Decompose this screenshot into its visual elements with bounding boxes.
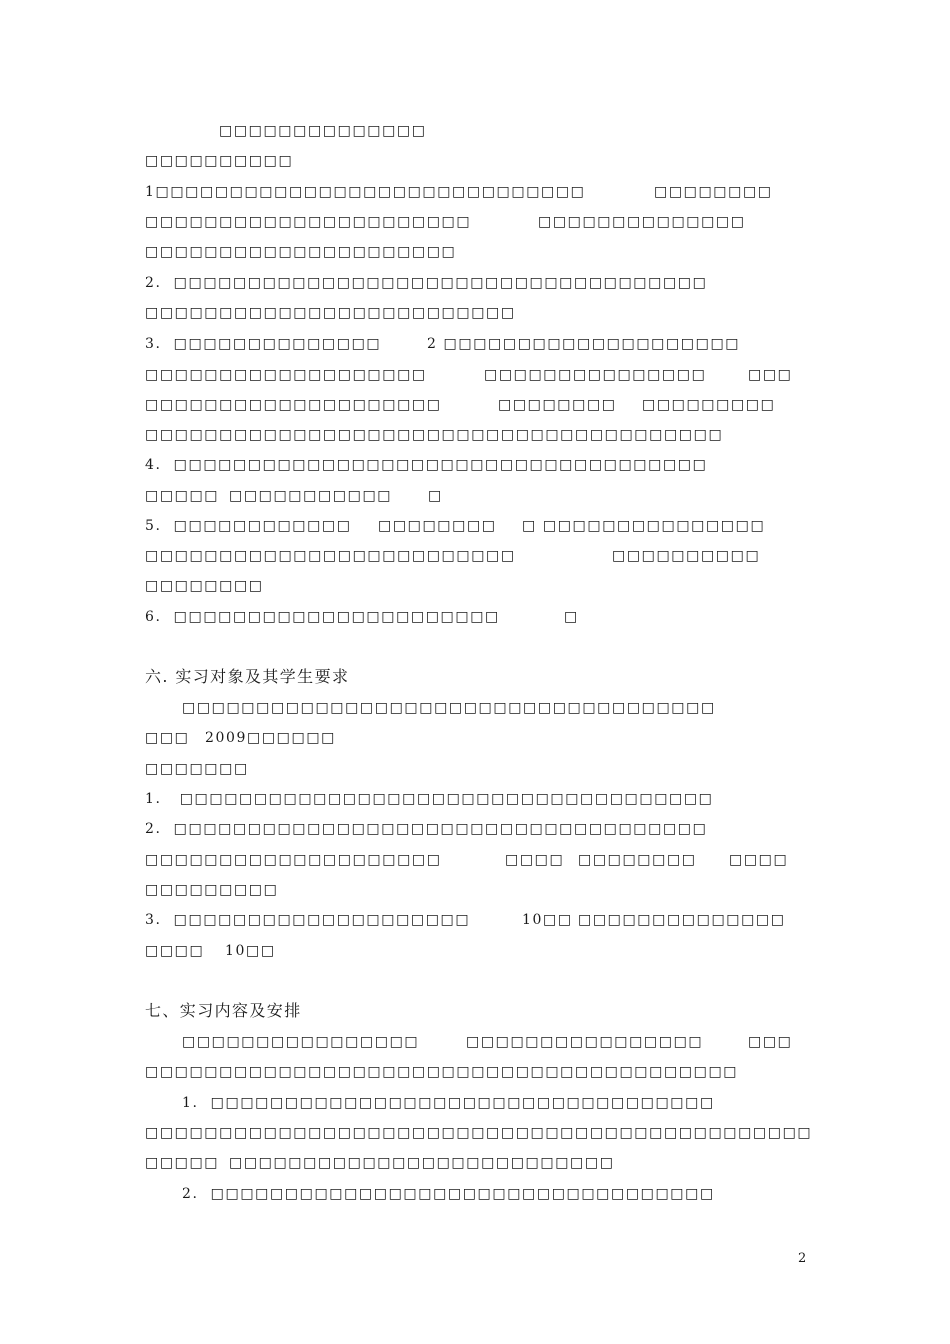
section-heading-7: 七、实习内容及安排 (145, 1001, 302, 1020)
text-line: □□□□□□□□ (378, 518, 497, 534)
text-line: □□□□□□□□□□□□□□□□□□□□□□ (145, 214, 472, 230)
text-line: □ (428, 488, 443, 504)
text-line: 2009□□□□□□ (205, 730, 336, 746)
text-line: □□□□□ (145, 488, 220, 504)
text-line: □□□□ (145, 943, 205, 959)
text-line: □□□□ (729, 852, 789, 868)
text-line: 3. □□□□□□□□□□□□□□ (145, 336, 382, 352)
text-line: □□□□□□□□□□□□□□□□□□□□□□□□□ (145, 548, 516, 564)
text-line: 3. □□□□□□□□□□□□□□□□□□□□ (145, 912, 471, 928)
text-line: □□□□□□□□□□□□□□□□□□□□□□□□□□ (229, 1155, 615, 1171)
text-line: 2. □□□□□□□□□□□□□□□□□□□□□□□□□□□□□□□□□□□□ (145, 821, 708, 837)
text-line: □□□□□□□□□□□□□□□□□□□□□□□□□□□□□□□□□□□□ (182, 700, 716, 716)
text-line: □□□□□□□□□□□□□□□□□□□□□□□□□□□□□□□□□□□□□□□ (145, 427, 724, 443)
text-line: □□□□□□□□□□□□□□ (578, 912, 786, 928)
text-line: 2. □□□□□□□□□□□□□□□□□□□□□□□□□□□□□□□□□□□□ (145, 275, 708, 291)
text-line: □□□□□□□ (145, 761, 249, 777)
text-line: □□□□□□□□□□□□□□□□ (182, 1034, 420, 1050)
text-line: □□□□□□□□□□□□□□□□□□□□ (145, 852, 442, 868)
text-line: □□□□□□□□ (145, 578, 264, 594)
text-line: □□□□□□□□□□□□□□ (219, 123, 427, 139)
text-line: 6. □□□□□□□□□□□□□□□□□□□□□□ (145, 609, 500, 625)
text-line: □□□□□□□□□□□□□□ (538, 214, 746, 230)
text-line: 1□□□□□□□□□□□□□□□□□□□□□□□□□□□□□ (145, 184, 586, 200)
text-line: □□□□□□□□□□□□□□□□□□□□□□□□□□□□□□□□□□□□□□□□□□□□□ (145, 1125, 813, 1141)
text-line: □□□□□ (145, 1155, 220, 1171)
text-line: 1. □□□□□□□□□□□□□□□□□□□□□□□□□□□□□□□□□□□□ (145, 791, 714, 807)
text-line: 4. □□□□□□□□□□□□□□□□□□□□□□□□□□□□□□□□□□□□ (145, 457, 708, 473)
text-line: □□□□□□□□□□□□□□□□□□□□□□□□□ (145, 305, 516, 321)
text-line: □□□□ (505, 852, 565, 868)
text-line: □□□□□□□□□□□□□□□ (484, 367, 707, 383)
text-line: 1. □□□□□□□□□□□□□□□□□□□□□□□□□□□□□□□□□□ (182, 1095, 715, 1111)
text-line: 2 □□□□□□□□□□□□□□□□□□□□ (427, 336, 741, 352)
text-line: 2. □□□□□□□□□□□□□□□□□□□□□□□□□□□□□□□□□□ (182, 1186, 715, 1202)
text-line: □□□□□□□□□□□ (229, 488, 393, 504)
text-line: □□□□□□□□ (654, 184, 773, 200)
text-line: □□□□□□□□□ (642, 397, 776, 413)
text-line: □□□□□□□□□□□□□□□□ (466, 1034, 704, 1050)
text-line: 10□□ (225, 943, 276, 959)
text-line: □□□□□□□□□□□□□□□□□□□□ (145, 397, 442, 413)
text-line: □□□ (145, 730, 190, 746)
page-number: 2 (798, 1251, 807, 1266)
text-line: □ □□□□□□□□□□□□□□□ (522, 518, 766, 534)
text-line: □□□□□□□□ (578, 852, 697, 868)
text-line: □□□□□□□□□□□□□□□□□□□ (145, 367, 427, 383)
text-line: □□□□□□□□□□□□□□□□□□□□□ (145, 244, 457, 260)
text-line: □□□□□□□□□□□□□□□□□□□□□□□□□□□□□□□□□□□□□□□□ (145, 1064, 739, 1080)
text-line: □□□ (748, 367, 793, 383)
text-line: □□□ (748, 1034, 793, 1050)
text-line: □□□□□□□□ (498, 397, 617, 413)
text-line: □□□□□□□□□□ (612, 548, 761, 564)
text-line: □ (564, 609, 579, 625)
section-heading-6: 六. 实习对象及其学生要求 (145, 667, 350, 686)
text-line: 10□□ (522, 912, 573, 928)
text-line: □□□□□□□□□□ (145, 153, 294, 169)
text-line: 5. □□□□□□□□□□□□ (145, 518, 352, 534)
text-line: □□□□□□□□□ (145, 882, 279, 898)
